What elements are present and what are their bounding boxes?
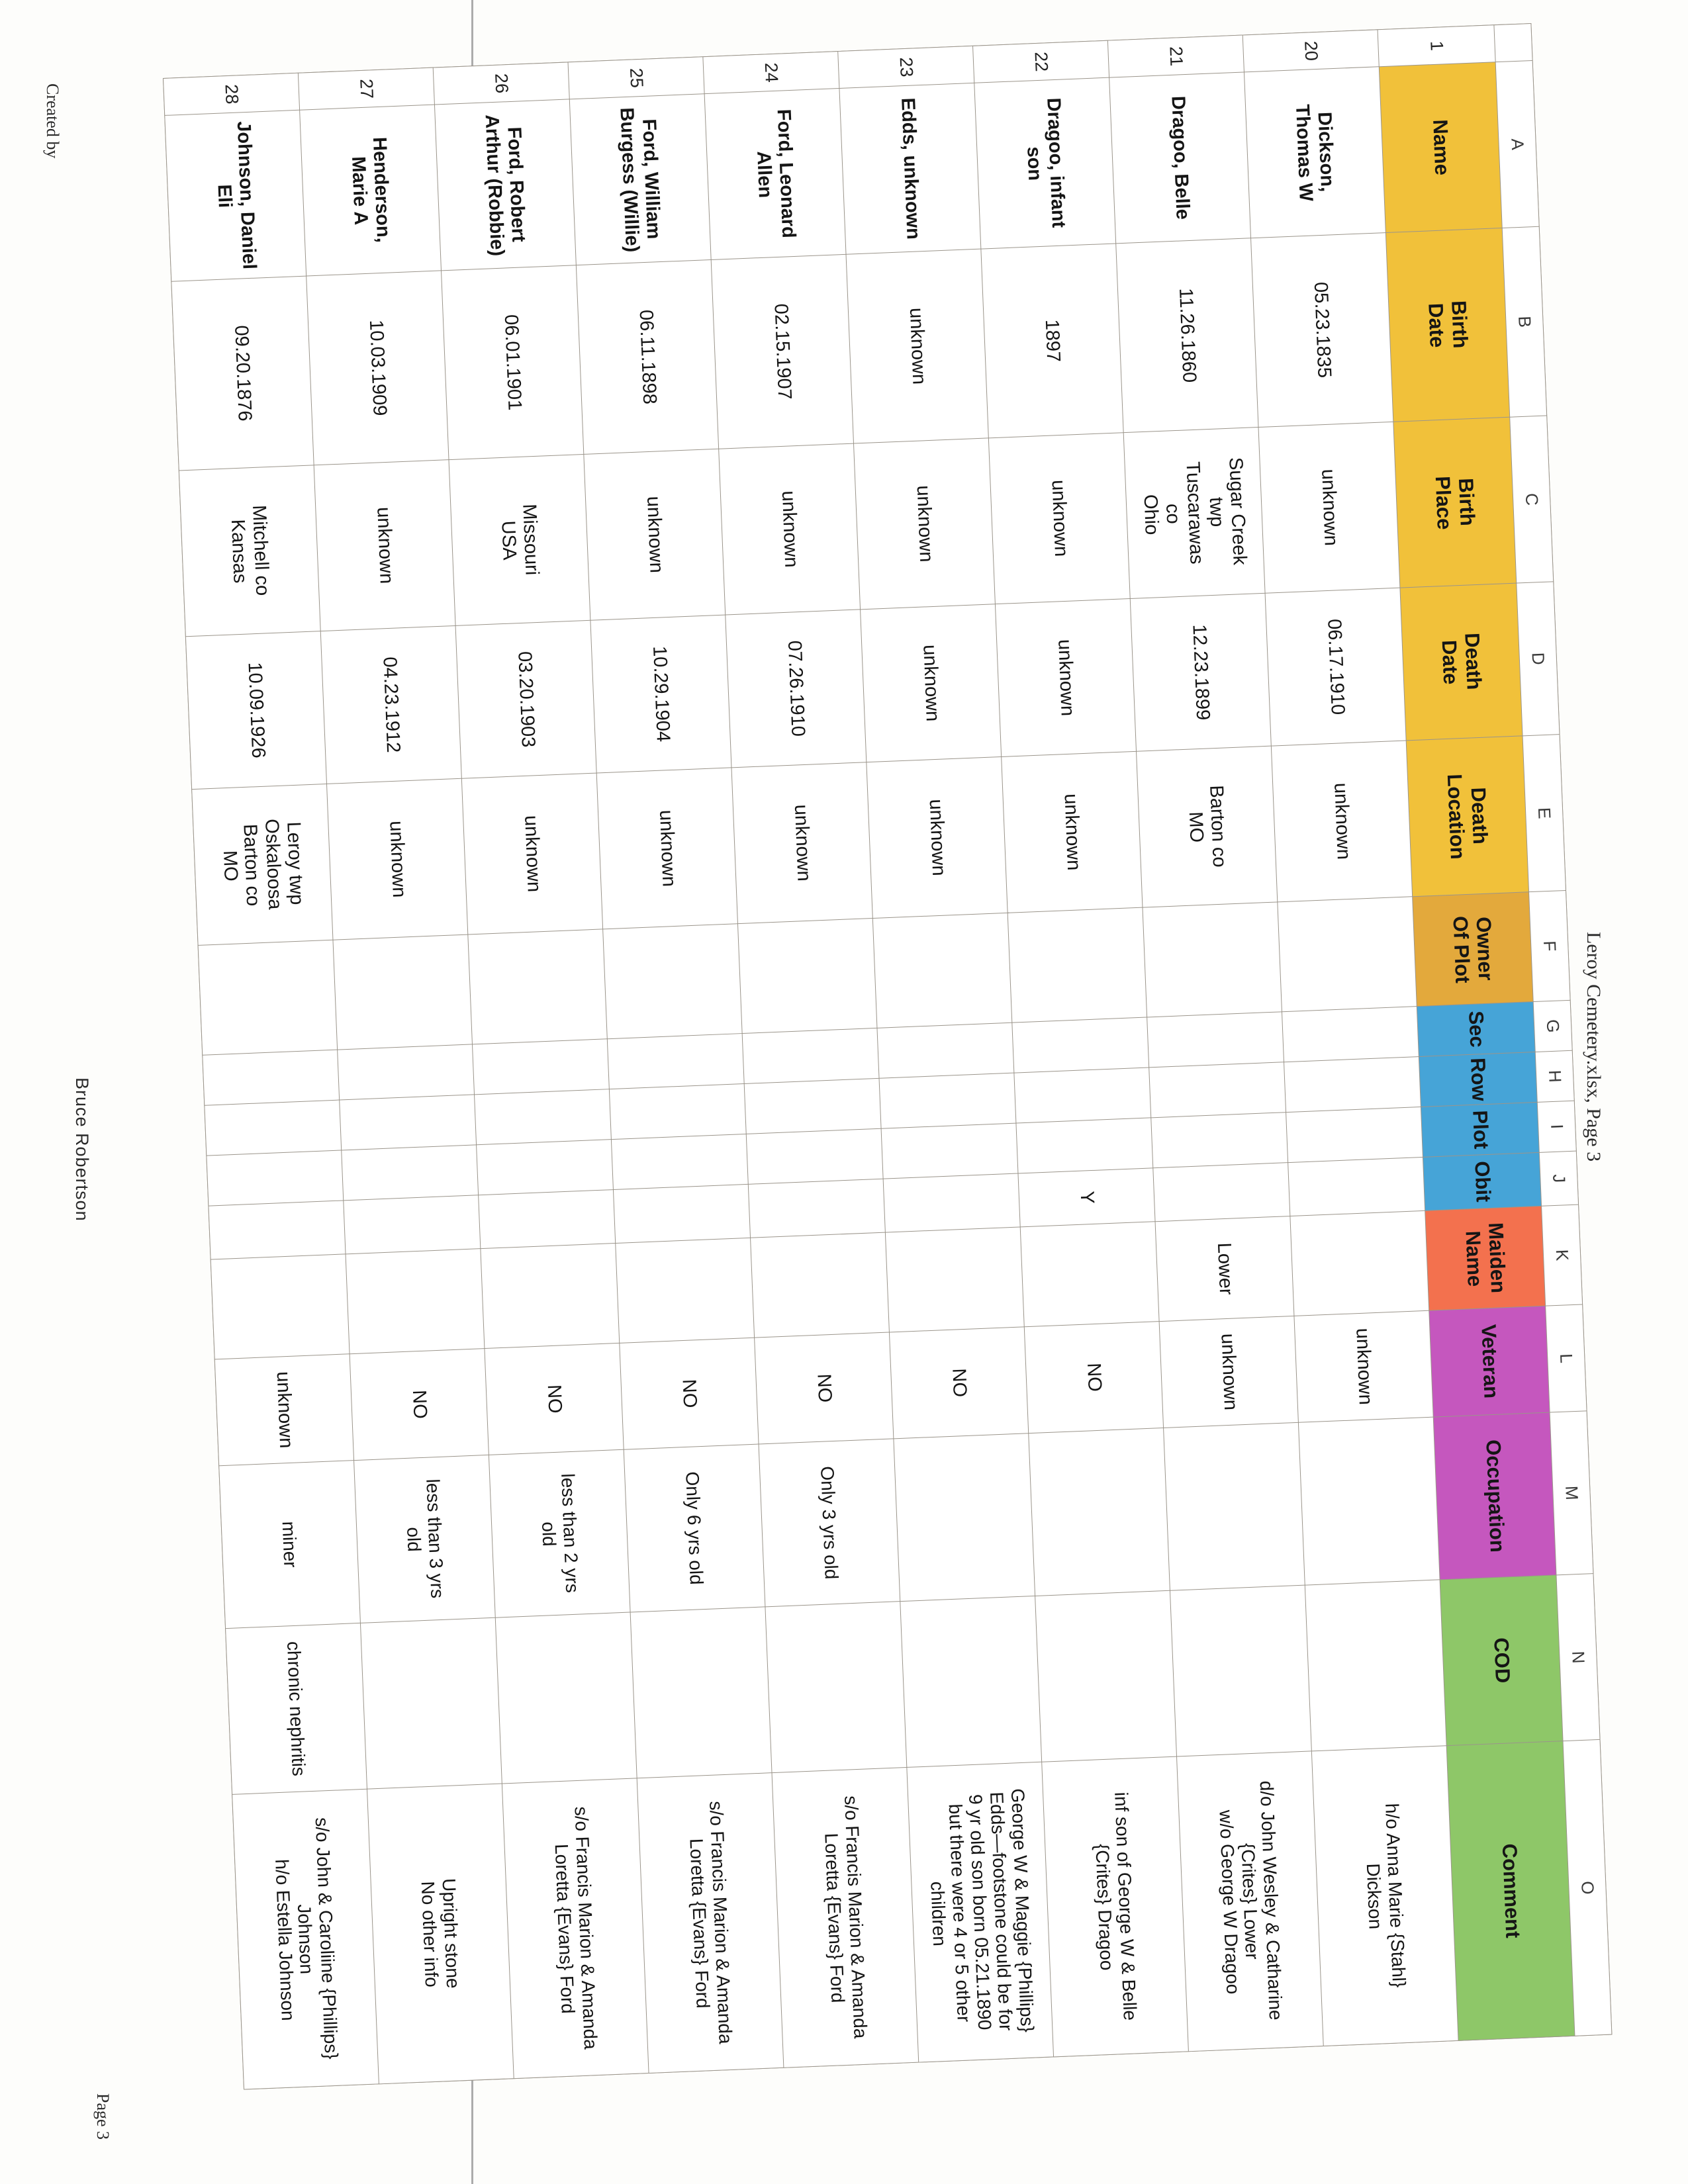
cell-r27-death_location: unknown [327,779,467,940]
cell-r25-birth_date: 06.11.1898 [577,260,718,454]
cell-r26-comment: s/o Francis Marion & Amanda Loretta {Evans} Ford [502,1778,649,2078]
cell-r23-name: Edds, unknown [839,83,980,254]
cell-r22-comment: inf son of George W & Belle {Crites} Dragoo [1042,1757,1188,2057]
cell-r25-death_date: 10.29.1904 [590,615,731,773]
cell-r25-comment: s/o Francis Marion & Amanda Loretta {Evans} Ford [637,1773,784,2073]
column-letter-I: I [1538,1101,1576,1152]
cell-r20-death_location: unknown [1272,741,1412,901]
cell-r27-birth_date: 10.03.1909 [306,271,448,465]
header-cell-obit: Obit [1423,1153,1541,1210]
cell-r25-owner_of_plot [603,924,741,1038]
cell-r20-maiden_name [1290,1211,1429,1316]
cell-r25-death_location: unknown [597,768,737,929]
header-cell-veteran: Veteran [1429,1306,1549,1417]
cell-r24-name: Ford, Leonard Allen [705,89,846,259]
cell-r21-obit [1153,1163,1289,1221]
column-letter-O: O [1564,1740,1612,2036]
cell-r20-name: Dickson, Thomas W [1244,67,1385,238]
cell-r25-maiden_name [616,1238,754,1343]
footer-page-number: Page 3 [93,2093,113,2140]
cell-r20-veteran: unknown [1294,1311,1432,1422]
cell-r24-veteran: NO [755,1333,893,1444]
header-cell-death_date: Death Date [1400,584,1522,741]
cell-r24-occupation: Only 3 yrs old [759,1439,900,1606]
column-letter-G: G [1534,1001,1572,1052]
header-cell-sec: Sec [1417,1002,1535,1056]
cell-r23-owner_of_plot [873,913,1011,1028]
cell-r20-sec [1282,1007,1419,1062]
row-number-27: 27 [299,68,434,110]
cell-r27-row [340,1095,476,1150]
cell-r23-maiden_name [886,1227,1024,1332]
cell-r20-birth_place: unknown [1259,422,1400,593]
column-letter-J: J [1540,1152,1578,1206]
cell-r22-name: Dragoo, infant son [974,78,1115,249]
cell-r23-sec [877,1023,1013,1078]
cell-r25-obit [614,1185,750,1243]
cell-r21-birth_place: Sugar Creek twp Tuscarawas co Ohio [1124,428,1265,598]
cell-r25-cod [631,1607,772,1778]
cell-r25-birth_place: unknown [584,449,725,620]
row-number-22: 22 [973,41,1109,83]
row-number-1: 1 [1378,25,1495,66]
cell-r27-comment: Upright stone No other info [367,1784,514,2084]
cell-r21-maiden_name: Lower [1156,1216,1294,1321]
cell-r21-owner_of_plot [1143,902,1282,1017]
header-cell-maiden_name: Maiden Name [1425,1206,1545,1310]
row-number-21: 21 [1108,36,1244,77]
header-cell-plot: Plot [1421,1103,1539,1157]
column-letter-N: N [1556,1574,1599,1741]
cell-r28-birth_date: 09.20.1876 [171,277,313,471]
cell-r21-death_date: 12.23.1899 [1131,594,1271,751]
cell-r22-plot [1016,1118,1152,1173]
header-cell-birth_date: Birth Date [1386,228,1509,422]
cell-r24-birth_place: unknown [719,444,860,615]
cell-r27-obit [344,1195,480,1253]
cell-r23-row [880,1073,1016,1128]
cell-r24-cod [765,1602,906,1772]
column-letter-C: C [1510,416,1553,583]
cell-r21-death_location: Barton co MO [1137,747,1277,907]
cell-r26-obit [479,1190,615,1248]
cell-r25-sec [608,1034,744,1089]
row-number-26: 26 [434,62,569,104]
cell-r24-owner_of_plot [738,919,876,1033]
cell-r26-occupation: less than 2 yrs old [489,1450,630,1617]
column-letter-A: A [1496,61,1539,228]
cell-r23-cod [900,1596,1041,1767]
cell-r27-maiden_name [346,1249,485,1353]
cell-r21-comment: d/o John Wesley & Catharine {Crites} Lower w/o George W Dragoo [1177,1751,1323,2051]
cell-r26-cod [496,1613,637,1784]
cell-r22-veteran: NO [1025,1322,1163,1433]
cell-r21-plot [1151,1113,1288,1167]
cell-r20-occupation [1299,1418,1440,1585]
header-cell-death_location: Death Location [1407,736,1528,896]
cell-r28-cod: chronic nephritis [226,1623,367,1794]
header-cell-occupation: Occupation [1434,1413,1556,1580]
cell-r22-occupation [1029,1428,1170,1596]
cell-r21-birth_date: 11.26.1860 [1116,238,1258,432]
cell-r28-name: Johnson, Daniel Eli [165,111,306,281]
column-letter-D: D [1517,582,1559,735]
cell-r23-veteran: NO [890,1327,1028,1438]
cell-r24-birth_date: 02.15.1907 [712,255,853,449]
row-number-25: 25 [569,57,704,99]
cell-r22-maiden_name [1021,1222,1159,1326]
cell-r28-plot [207,1151,343,1206]
cell-r27-sec [338,1044,474,1099]
cell-r26-death_date: 03.20.1903 [456,621,596,778]
cell-r28-row [205,1101,341,1156]
cell-r24-comment: s/o Francis Marion & Amanda Loretta {Evans} Ford [773,1768,919,2068]
cell-r23-comment: George W & Maggie {Phillips} Edds—footstone could be for 9 yr old son born 05.21.1890 but there were 4 or 5 other children [907,1762,1053,2062]
cell-r21-sec [1147,1012,1284,1067]
cell-r26-birth_date: 06.01.1901 [442,265,583,459]
cell-r21-row [1149,1062,1286,1117]
cell-r28-occupation: miner [219,1461,360,1628]
cell-r24-plot [747,1129,883,1184]
cell-r28-death_date: 10.09.1926 [186,631,326,789]
row-number-24: 24 [703,52,839,93]
cell-r20-owner_of_plot [1278,897,1416,1011]
column-letter-H: H [1536,1051,1574,1102]
cell-r23-obit [884,1174,1020,1232]
column-letter-L: L [1546,1304,1586,1412]
cell-r22-obit: Y [1018,1168,1154,1226]
cell-r25-name: Ford, William Burgess (Willie) [570,94,711,265]
row-number-20: 20 [1243,30,1379,71]
cell-r26-veteran: NO [485,1343,623,1455]
cell-r20-plot [1286,1107,1423,1162]
row-number-23: 23 [838,46,974,88]
header-cell-comment: Comment [1447,1741,1575,2040]
cell-r20-death_date: 06.17.1910 [1266,588,1406,746]
cell-r26-name: Ford, Robert Arthur (Robbie) [435,99,576,270]
cell-r20-row [1284,1057,1421,1112]
cell-r23-death_date: unknown [861,604,1001,762]
cell-r27-name: Henderson, Marie A [300,105,441,276]
header-cell-name: Name [1380,62,1502,232]
column-letter-F: F [1529,891,1570,1001]
header-cell-owner_of_plot: Owner Of Plot [1413,892,1532,1006]
cell-r23-birth_place: unknown [854,438,995,609]
cell-r21-name: Dragoo, Belle [1109,72,1250,243]
cell-r23-plot [882,1124,1018,1179]
cell-r26-maiden_name [481,1244,619,1348]
cell-r24-death_location: unknown [732,762,872,923]
cell-r23-death_location: unknown [867,757,1007,918]
cell-r21-veteran: unknown [1160,1316,1298,1428]
cell-r21-occupation [1164,1423,1305,1590]
cell-r26-death_location: unknown [462,774,602,934]
header-cell-row: Row [1419,1052,1537,1107]
cell-r28-birth_place: Mitchell co Kansas [179,465,320,636]
cell-r26-owner_of_plot [468,929,606,1044]
cell-r27-owner_of_plot [333,935,471,1050]
cell-r25-occupation: Only 6 yrs old [624,1445,765,1612]
cell-r26-plot [477,1140,613,1195]
cell-r21-cod [1170,1586,1311,1756]
header-cell-cod: COD [1440,1575,1563,1745]
cell-r22-owner_of_plot [1008,908,1147,1023]
column-letter-K: K [1542,1205,1582,1306]
cell-r23-birth_date: unknown [847,250,988,443]
cell-r27-death_date: 04.23.1912 [321,626,461,784]
cell-r27-occupation: less than 3 yrs old [354,1455,495,1623]
header-cell-birth_place: Birth Place [1393,418,1516,588]
cell-r22-birth_date: 1897 [981,244,1123,437]
cell-r25-plot [612,1134,748,1189]
cell-r28-owner_of_plot [199,940,337,1055]
cell-r20-birth_date: 05.23.1835 [1251,233,1393,427]
cell-r26-row [475,1089,611,1144]
cell-r22-cod [1035,1591,1176,1762]
cell-r28-maiden_name [211,1254,350,1359]
cell-r23-occupation [894,1433,1035,1601]
cell-r20-cod [1305,1580,1446,1751]
cell-r27-veteran: NO [350,1349,489,1460]
cell-r24-death_date: 07.26.1910 [726,610,866,767]
column-letter-E: E [1523,735,1566,891]
column-letter-M: M [1550,1411,1593,1574]
cell-r28-veteran: unknown [215,1354,353,1465]
cell-r26-sec [473,1039,609,1094]
cell-r20-comment: h/o Anna Marie {Stahl} Dickson [1312,1746,1458,2046]
cell-r24-obit [749,1179,885,1238]
document-title-header: Leroy Cemetery.xlsx, Page 3 [1583,932,1605,1162]
cell-r27-plot [342,1145,478,1200]
cell-r22-death_date: unknown [996,599,1136,756]
cell-r25-veteran: NO [620,1338,758,1449]
cell-r28-obit [209,1201,345,1259]
cell-r24-maiden_name [751,1233,889,1338]
cell-r27-cod [361,1618,502,1789]
footer-created-by-label: Created by [43,83,62,159]
cell-r25-row [610,1084,746,1139]
footer-author-name: Bruce Robertson [72,1077,92,1222]
cell-r27-birth_place: unknown [314,460,455,631]
cell-r22-death_location: unknown [1002,752,1142,913]
cell-r24-row [745,1079,881,1134]
cell-r22-birth_place: unknown [989,433,1130,604]
cell-r28-death_location: Leroy twp Oskaloosa Barton co MO [192,784,332,945]
cell-r28-comment: s/o John & Caroliine {Phillips} Johnson h/o Estella Johnson [232,1790,379,2089]
column-letter-B: B [1503,227,1546,417]
cemetery-spreadsheet-table [163,23,1612,2090]
corner-cell [1494,24,1532,62]
cell-r28-sec [203,1050,339,1105]
cell-r22-row [1014,1068,1150,1122]
row-number-28: 28 [164,73,299,115]
cell-r26-birth_place: Missouri USA [449,455,590,625]
cell-r24-sec [743,1028,879,1083]
cell-r22-sec [1012,1018,1149,1073]
cell-r20-obit [1288,1158,1425,1216]
